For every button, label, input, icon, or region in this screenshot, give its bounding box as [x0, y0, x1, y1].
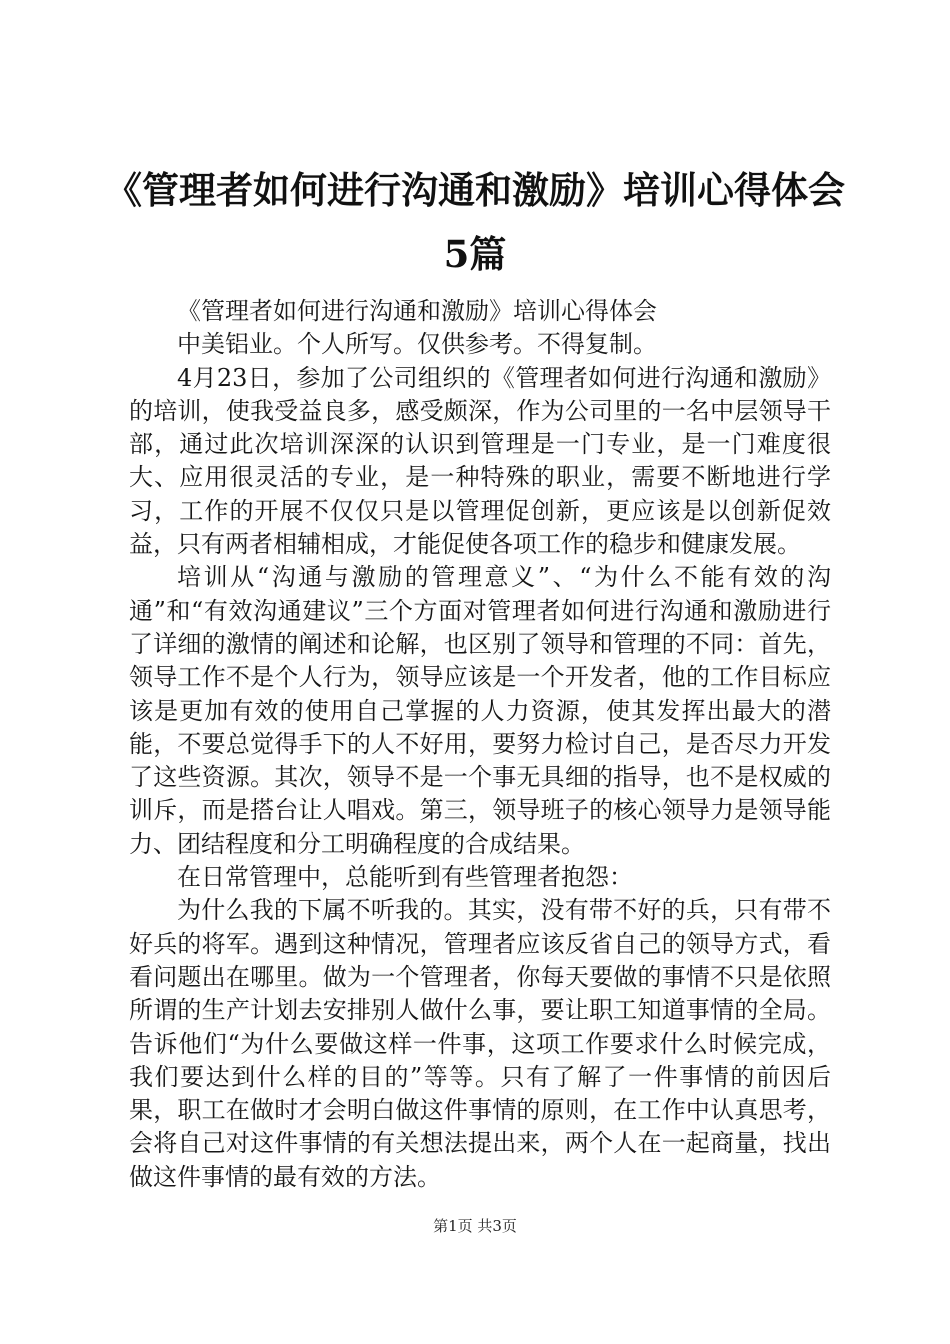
paragraph-notice: 中美铝业。个人所写。仅供参考。不得复制。 — [177, 330, 657, 359]
paragraph-intro: 4月23日，参加了公司组织的《管理者如何进行沟通和激励》的培训，使我受益良多，感受颇深，作为公司里的一名中层领导干部，通过此次培训深深的认识到管理是一门专业，是一门难度很大、应用很灵活的专业，是一种特殊的职业，需要不断地进行学习，工作的开展不仅仅只是以管理促创新，更应该是以创新促效益，只有两者相辅相成，才能促使各项工作的稳步和健康发展。 — [129, 363, 831, 559]
page-footer: 第1页 共3页 — [433, 1217, 517, 1235]
paragraph-training: 培训从“沟通与激励的管理意义”、“为什么不能有效的沟通”和“有效沟通建议”三个方面对管理者如何进行沟通和激励进行了详细的激情的阐述和论解，也区别了领导和管理的不同：首先，领导工作不是个人行为，领导应该是一个开发者，他的工作目标应该是更加有效的使用自己掌握的人力资源，使其发挥出最大的潜能，不要总觉得手下的人不好用，要努力检讨自己，是否尽力开发了这些资源。其次，领导不是一个事无具细的指导，也不是权威的训斥，而是搭台让人唱戏。第三，领导班子的核心领导力是领导能力、团结程度和分工明确程度的合成结果。 — [129, 563, 831, 858]
title-line-1: 《管理者如何进行沟通和激励》培训心得体会 — [105, 168, 845, 212]
paragraph-subtitle: 《管理者如何进行沟通和激励》培训心得体会 — [177, 297, 657, 325]
title-line-2: 5篇 — [443, 232, 507, 276]
document-body — [129, 295, 831, 1194]
paragraph-reflection: 为什么我的下属不听我的。其实，没有带不好的兵，只有带不好兵的将军。遇到这种情况，管理者应该反省自己的领导方式，看看问题出在哪里。做为一个管理者，你每天要做的事情不只是依照所谓的生产计划去安排别人做什么事，要让职工知道事情的全局。告诉他们“为什么要做这样一件事，这项工作要求什么时候完成，我们要达到什么样的目的”等等。只有了解了一件事情的前因后果，职工在做时才会明白做这件事情的原则，在工作中认真思考，会将自己对这件事情的有关想法提出来，两个人在一起商量，找出做这件事情的最有效的方法。 — [129, 896, 831, 1191]
document-title — [100, 158, 850, 286]
paragraph-complaint: 在日常管理中，总能听到有些管理者抱怨： — [177, 863, 633, 892]
